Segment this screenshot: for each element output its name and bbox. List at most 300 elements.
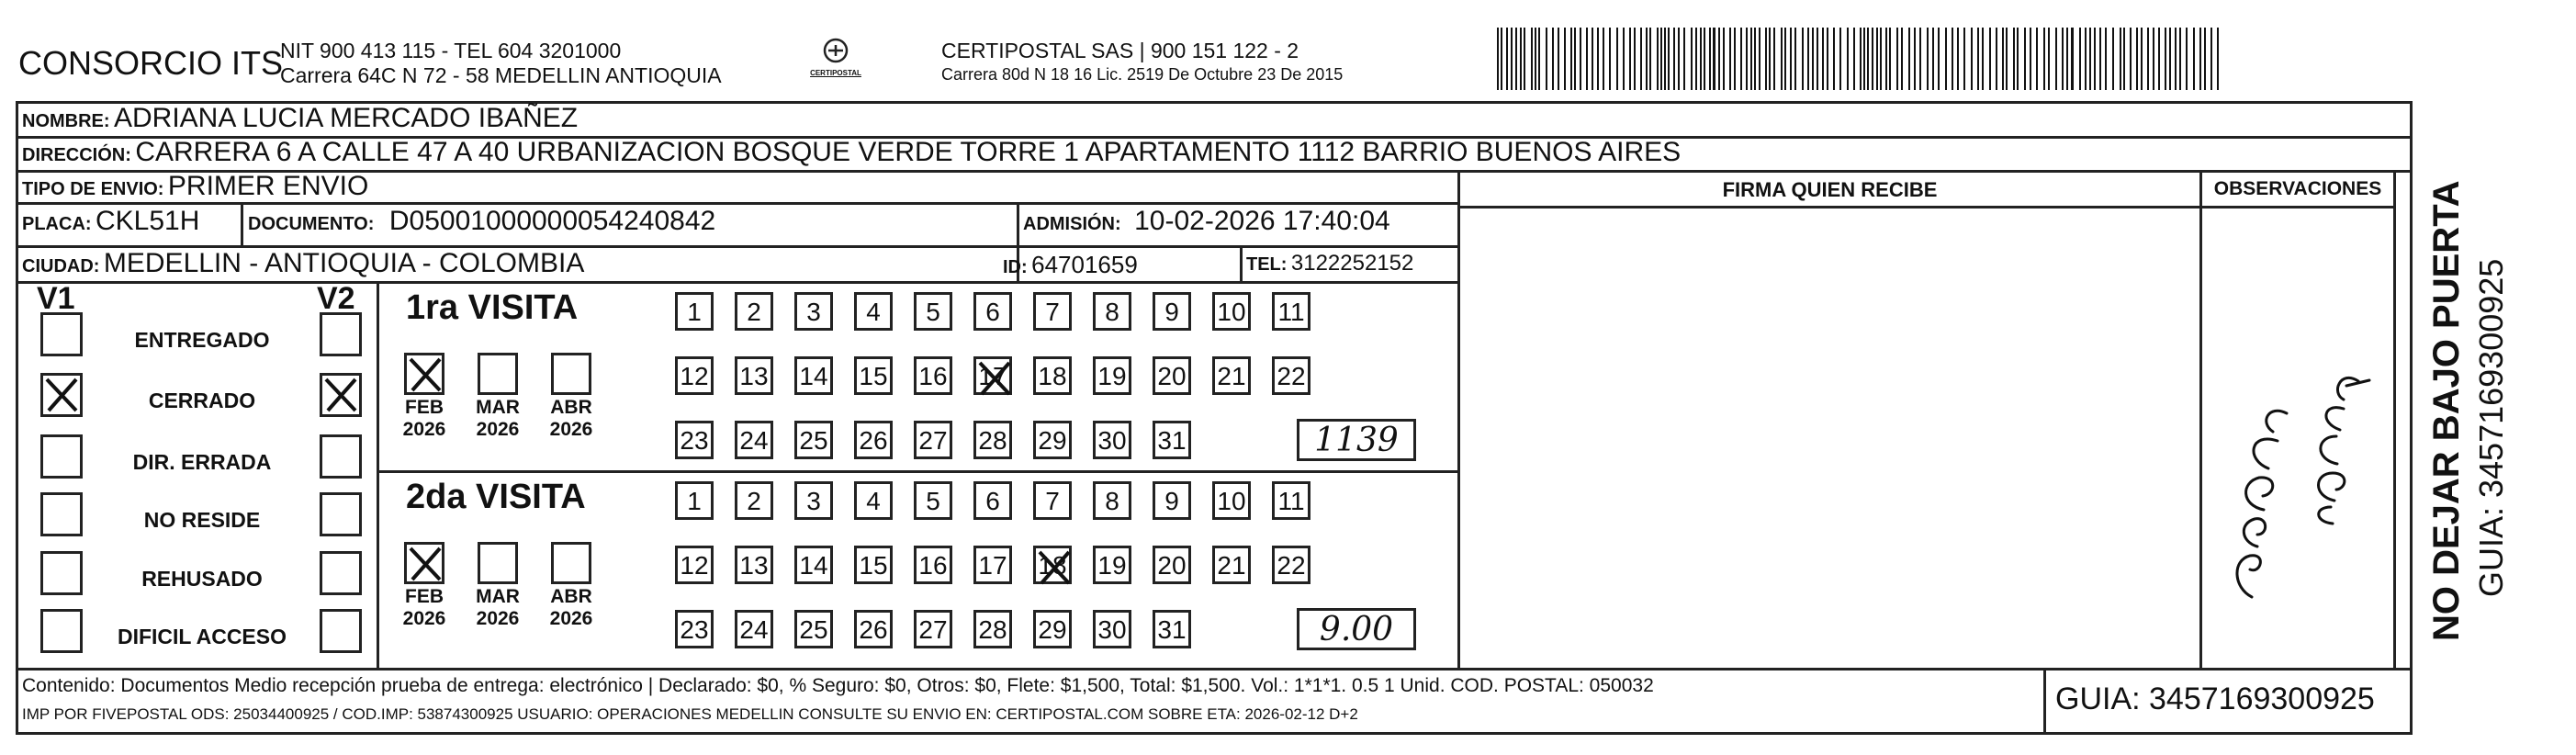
visit1-day-8[interactable] <box>1093 292 1131 331</box>
barcode-bar <box>1634 28 1636 90</box>
barcode-bar <box>1759 28 1760 90</box>
visit1-day-27[interactable] <box>914 421 952 459</box>
id-label: ID: <box>1003 257 1028 277</box>
barcode-bar <box>2055 28 2057 90</box>
visit1-day-number: 5 <box>926 298 940 326</box>
barcode-bar <box>1691 28 1693 90</box>
v1-checkbox-2[interactable] <box>40 373 83 417</box>
barcode-bar <box>2071 28 2074 90</box>
v1-checkbox-3[interactable] <box>40 434 83 479</box>
visit2-day-26[interactable] <box>854 610 893 648</box>
visit1-day-number: 30 <box>1097 426 1127 455</box>
visit1-day-number: 19 <box>1097 362 1127 390</box>
visit2-day-19[interactable] <box>1093 546 1131 584</box>
visit2-day-mark <box>1036 548 1073 587</box>
visit2-day-number: 30 <box>1097 615 1127 644</box>
barcode-bar <box>1709 28 1711 90</box>
barcode-bar <box>2141 28 2143 90</box>
v2-checkbox-6[interactable] <box>320 609 362 653</box>
visit2-day-14[interactable] <box>794 546 833 584</box>
visit2-day-number: 12 <box>680 551 709 580</box>
barcode-bar <box>1683 28 1685 90</box>
visit1-day-number: 27 <box>918 426 948 455</box>
visit2-day-number: 27 <box>918 615 948 644</box>
barcode-bar <box>1700 28 1702 90</box>
visit2-day-15[interactable] <box>854 546 893 584</box>
barcode-bar <box>2006 28 2008 90</box>
visit2-day-number: 11 <box>1277 487 1305 515</box>
barcode-bar <box>2158 28 2160 90</box>
barcode-bar <box>1640 28 1642 90</box>
v2-label: V2 <box>317 281 355 316</box>
visit1-day-24[interactable] <box>735 421 773 459</box>
visit2-month-checkbox-feb[interactable] <box>404 542 444 584</box>
visit1-day-number: 7 <box>1045 298 1060 326</box>
visit1-day-number: 3 <box>806 298 821 326</box>
visit1-day-number: 1 <box>687 298 702 326</box>
visit1-day-10[interactable] <box>1212 292 1251 331</box>
v1-checkbox-1[interactable] <box>40 312 83 356</box>
visit2-month-check-mark <box>407 545 444 583</box>
barcode-bar <box>1546 28 1547 90</box>
barcode-bar <box>1784 28 1786 90</box>
visit1-day-number: 2 <box>747 298 761 326</box>
visit1-day-3[interactable] <box>794 292 833 331</box>
visit1-day-number: 25 <box>799 426 828 455</box>
barcode-bar <box>2089 28 2091 90</box>
certipostal-logo <box>810 37 861 77</box>
id-value: 64701659 <box>1031 251 1138 278</box>
v2-checkbox-4[interactable] <box>320 492 362 536</box>
barcode-bar <box>1646 28 1648 90</box>
status-option-label: CERRADO <box>148 389 256 412</box>
barcode-bar <box>1664 28 1666 90</box>
barcode-bar <box>1704 28 1705 90</box>
visit2-day-number: 13 <box>739 551 769 580</box>
barcode-bar <box>1938 28 1940 90</box>
barcode-bar <box>1501 28 1502 90</box>
admision-value: 10-02-2026 17:40:04 <box>1134 206 1390 236</box>
visit2-handwritten-time[interactable]: 9.00 <box>1297 608 1416 650</box>
barcode-bar <box>1586 28 1588 90</box>
barcode-bar <box>1952 28 1953 90</box>
barcode-bar <box>1623 28 1625 90</box>
barcode-bar <box>1538 28 1540 90</box>
observaciones-header: OBSERVACIONES <box>2213 178 2382 199</box>
barcode-bar <box>1506 28 1508 90</box>
barcode-bar <box>1880 28 1882 90</box>
barcode-bar <box>1853 28 1855 90</box>
barcode-bar <box>2199 28 2201 90</box>
visit2-day-4[interactable] <box>854 481 893 520</box>
visit2-day-number: 31 <box>1157 615 1187 644</box>
barcode-bar <box>2017 28 2019 90</box>
visit1-day-18[interactable] <box>1033 356 1072 395</box>
barcode-bar <box>1524 28 1525 90</box>
visit1-day-29[interactable] <box>1033 421 1072 459</box>
ciudad-row <box>22 248 584 279</box>
direccion-row <box>22 137 1681 168</box>
status-option-label: DIFICIL ACCESO <box>117 625 287 648</box>
barcode-bar <box>1977 28 1979 90</box>
nombre-label: NOMBRE: <box>22 111 110 131</box>
visit2-month-checkbox-mar[interactable] <box>478 542 518 584</box>
visit2-day-28[interactable] <box>973 610 1012 648</box>
side-warning: NO DEJAR BAJO PUERTA <box>2426 180 2467 641</box>
barcode-bar <box>1812 28 1814 90</box>
tipo-label: TIPO DE ENVIO: <box>22 179 164 199</box>
visit1-day-2[interactable] <box>735 292 773 331</box>
visit1-month-check-mark <box>407 355 444 394</box>
barcode-bar <box>1629 28 1631 90</box>
nombre-row <box>22 103 578 134</box>
barcode-bar <box>1564 28 1566 90</box>
visit2-day-12[interactable] <box>675 546 714 584</box>
ciudad-value: MEDELLIN - ANTIOQUIA - COLOMBIA <box>103 248 585 278</box>
barcode-bar <box>2048 28 2050 90</box>
v1-check-mark <box>43 376 80 414</box>
barcode-bar <box>2112 28 2114 90</box>
signature-2 <box>2319 378 2370 524</box>
visit2-day-number: 19 <box>1097 551 1127 580</box>
visit1-day-number: 11 <box>1277 298 1305 326</box>
visit2-day-number: 9 <box>1164 487 1179 515</box>
visit1-day-number: 23 <box>680 426 709 455</box>
barcode-bar <box>2043 28 2045 90</box>
barcode-bar <box>1713 28 1715 90</box>
visit2-day-number: 7 <box>1045 487 1060 515</box>
visit1-month-checkbox-mar[interactable] <box>478 353 518 395</box>
v1-checkbox-4[interactable] <box>40 492 83 536</box>
direccion-label: DIRECCIÓN: <box>22 145 131 165</box>
visit2-day-29[interactable] <box>1033 610 1072 648</box>
visit2-day-number: 20 <box>1157 551 1187 580</box>
barcode-bar <box>1957 28 1959 90</box>
barcode-bar <box>1734 28 1736 90</box>
visit1-day-number: 22 <box>1277 362 1306 390</box>
barcode-bar <box>2147 28 2149 90</box>
visit1-day-26[interactable] <box>854 421 893 459</box>
barcode-bar <box>1723 28 1725 90</box>
visit2-day-number: 3 <box>806 487 821 515</box>
barcode-bar <box>2036 28 2038 90</box>
barcode-bar <box>1872 28 1873 90</box>
visit1-day-number: 4 <box>866 298 881 326</box>
visit2-day-7[interactable] <box>1033 481 1072 520</box>
barcode-bar <box>1552 28 1554 90</box>
visit2-day-20[interactable] <box>1153 546 1191 584</box>
footer-imp: IMP POR FIVEPOSTAL ODS: 25034400925 / COD.IMP: 53874300925 USUARIO: OPERACIONES MEDELLIN CONSULTE SU ENVIO EN: CERTIPOSTAL.COM SOBRE ETA: 2026-02-12 D+2 <box>22 705 1358 723</box>
barcode-bar <box>2169 28 2171 90</box>
visit1-day-4[interactable] <box>854 292 893 331</box>
visit2-day-13[interactable] <box>735 546 773 584</box>
barcode-bar <box>1657 28 1659 90</box>
visit1-month-checkbox-feb[interactable] <box>404 353 444 395</box>
barcode-bar <box>1574 28 1576 90</box>
barcode-bar <box>2204 28 2206 90</box>
v2-checkbox-1[interactable] <box>320 312 362 356</box>
visit1-day-number: 20 <box>1157 362 1187 390</box>
barcode-bar <box>2186 28 2188 90</box>
ciudad-label: CIUDAD: <box>22 256 100 276</box>
barcode-bar <box>1781 28 1783 90</box>
visit1-day-17[interactable] <box>973 356 1012 395</box>
barcode-bar <box>1515 28 1517 90</box>
barcode-bar <box>1901 28 1903 90</box>
visit1-day-6[interactable] <box>973 292 1012 331</box>
visit1-day-16[interactable] <box>914 356 952 395</box>
visit1-month-checkbox-abr[interactable] <box>551 353 591 395</box>
barcode-bar <box>1678 28 1680 90</box>
visit2-day-number: 16 <box>918 551 948 580</box>
visit1-day-13[interactable] <box>735 356 773 395</box>
barcode-bar <box>1932 28 1934 90</box>
tipo-value: PRIMER ENVIO <box>167 171 369 201</box>
company-name: CONSORCIO ITS <box>18 44 284 82</box>
footer-contenido: Contenido: Documentos Medio recepción prueba de entrega: electrónico | Declarado: $0, % Seguro: $0, Otros: $0, Flete: $1,500, Total: $1,500. Vol.: 1*1*1. 0.5 1 Unid. COD. POSTAL: 050032 <box>22 675 1654 696</box>
visit1-month-label: ABR 2026 <box>549 397 593 440</box>
visit1-day-7[interactable] <box>1033 292 1072 331</box>
visit1-title: 1ra VISITA <box>406 288 579 327</box>
v2-checkbox-3[interactable] <box>320 434 362 479</box>
visit2-day-number: 2 <box>747 487 761 515</box>
barcode-bar <box>1876 28 1878 90</box>
visit2-day-number: 15 <box>859 551 888 580</box>
visit1-day-number: 10 <box>1217 298 1246 326</box>
barcode-bar <box>1531 28 1533 90</box>
barcode-bar <box>1817 28 1818 90</box>
barcode-bar <box>2165 28 2166 90</box>
barcode-bar <box>1982 28 1984 90</box>
barcode-bar <box>1908 28 1910 90</box>
visit1-day-number: 29 <box>1038 426 1067 455</box>
tel-value: 3122252152 <box>1290 251 1414 276</box>
v1-label: V1 <box>37 281 75 316</box>
v2-checkbox-2[interactable] <box>320 373 362 417</box>
barcode-bar <box>1660 28 1662 90</box>
visit2-month-label: ABR 2026 <box>549 586 593 629</box>
barcode-bar <box>1863 28 1865 90</box>
barcode-bar <box>1802 28 1804 90</box>
barcode-bar <box>2120 28 2121 90</box>
documento-value: D05001000000054240842 <box>388 206 716 236</box>
barcode-bar <box>1580 28 1581 90</box>
visit2-day-8[interactable] <box>1093 481 1131 520</box>
visit1-day-number: 12 <box>680 362 709 390</box>
barcode-bar <box>1971 28 1973 90</box>
visit1-day-11[interactable] <box>1272 292 1310 331</box>
logo-text: CERTIPOSTAL <box>810 69 861 77</box>
barcode-bar <box>1927 28 1929 90</box>
visit2-day-30[interactable] <box>1093 610 1131 648</box>
barcode-bar <box>1511 28 1513 90</box>
nombre-value: ADRIANA LUCIA MERCADO IBAÑEZ <box>114 103 579 133</box>
visit2-day-6[interactable] <box>973 481 1012 520</box>
visit2-day-number: 10 <box>1217 487 1246 515</box>
visit1-day-25[interactable] <box>794 421 833 459</box>
visit2-day-3[interactable] <box>794 481 833 520</box>
barcode-bar <box>1794 28 1796 90</box>
visit2-day-number: 24 <box>739 615 769 644</box>
certipostal-line: CERTIPOSTAL SAS | 900 151 122 - 2 <box>941 39 1299 62</box>
barcode-bar <box>2179 28 2181 90</box>
barcode-bar <box>2094 28 2096 90</box>
visit1-day-5[interactable] <box>914 292 952 331</box>
id-row <box>1003 251 1138 279</box>
visit2-day-number: 23 <box>680 615 709 644</box>
visit1-day-number: 6 <box>985 298 1000 326</box>
visit1-day-20[interactable] <box>1153 356 1191 395</box>
barcode-bar <box>2130 28 2132 90</box>
barcode-bar <box>1597 28 1599 90</box>
barcode-bar <box>1790 28 1792 90</box>
visit2-day-number: 26 <box>859 615 888 644</box>
barcode-bar <box>1729 28 1731 90</box>
barcode-bar <box>1769 28 1771 90</box>
barcode-bar <box>2030 28 2031 90</box>
barcode-bar <box>1570 28 1572 90</box>
status-option-label: ENTREGADO <box>134 328 270 352</box>
barcode-bar <box>2175 28 2177 90</box>
visit1-day-12[interactable] <box>675 356 714 395</box>
barcode-bar <box>1592 28 1593 90</box>
firma-header: FIRMA QUIEN RECIBE <box>1722 178 1938 201</box>
visit2-day-number: 8 <box>1105 487 1119 515</box>
visit1-handwritten-time[interactable]: 1139 <box>1297 419 1416 461</box>
barcode-bar <box>1867 28 1869 90</box>
barcode-bar <box>1750 28 1752 90</box>
admision-label: ADMISIÓN: <box>1023 214 1121 234</box>
visit2-day-17[interactable] <box>973 546 1012 584</box>
barcode-bar <box>2105 28 2107 90</box>
barcode-bar <box>1520 28 1522 90</box>
visit1-day-21[interactable] <box>1212 356 1251 395</box>
visit2-month-label: FEB 2026 <box>402 586 446 629</box>
visit2-day-number: 5 <box>926 487 940 515</box>
barcode-bar <box>1746 28 1748 90</box>
barcode-bar <box>1847 28 1849 90</box>
visit1-day-14[interactable] <box>794 356 833 395</box>
footer-guia: GUIA: 3457169300925 <box>2055 682 2375 716</box>
barcode-bar <box>2085 28 2087 90</box>
barcode-bar <box>2136 28 2138 90</box>
visit2-day-22[interactable] <box>1272 546 1310 584</box>
company-address: Carrera 64C N 72 - 58 MEDELLIN ANTIOQUIA <box>280 63 722 87</box>
nit-line: NIT 900 413 115 - TEL 604 3201000 <box>280 39 622 62</box>
visit1-day-number: 13 <box>739 362 769 390</box>
visit1-day-19[interactable] <box>1093 356 1131 395</box>
visit1-month-label: FEB 2026 <box>402 397 446 440</box>
visit2-day-16[interactable] <box>914 546 952 584</box>
barcode-bar <box>2210 28 2212 90</box>
visit2-day-5[interactable] <box>914 481 952 520</box>
barcode-bar <box>1668 28 1670 90</box>
visit2-day-number: 6 <box>985 487 1000 515</box>
tipo-row <box>22 171 368 202</box>
signature-1 <box>2237 411 2287 597</box>
barcode-bar <box>1963 28 1965 90</box>
visit2-day-21[interactable] <box>1212 546 1251 584</box>
visit2-day-24[interactable] <box>735 610 773 648</box>
visit2-day-number: 29 <box>1038 615 1067 644</box>
visit2-title: 2da VISITA <box>406 478 586 516</box>
visit1-day-23[interactable] <box>675 421 714 459</box>
visit1-day-22[interactable] <box>1272 356 1310 395</box>
visit2-day-number: 4 <box>866 487 881 515</box>
v2-checkbox-5[interactable] <box>320 551 362 595</box>
visit2-day-27[interactable] <box>914 610 952 648</box>
visit2-day-number: 14 <box>799 551 828 580</box>
barcode-bar <box>1919 28 1921 90</box>
v1-checkbox-5[interactable] <box>40 551 83 595</box>
visit2-day-9[interactable] <box>1153 481 1191 520</box>
visit2-day-23[interactable] <box>675 610 714 648</box>
placa-value: CKL51H <box>96 206 200 236</box>
direccion-value: CARRERA 6 A CALLE 47 A 40 URBANIZACION BOSQUE VERDE TORRE 1 APARTAMENTO 1112 BARRIO BUENOS AIRES <box>135 137 1682 167</box>
barcode-bar <box>1889 28 1891 90</box>
barcode-bar <box>2062 28 2064 90</box>
visit2-day-1[interactable] <box>675 481 714 520</box>
barcode-bar <box>1996 28 1997 90</box>
visit2-day-31[interactable] <box>1153 610 1191 648</box>
visit1-day-number: 24 <box>739 426 769 455</box>
visit1-day-30[interactable] <box>1093 421 1131 459</box>
tel-row <box>1246 251 1413 276</box>
barcode-bar <box>1616 28 1618 90</box>
visit1-day-31[interactable] <box>1153 421 1191 459</box>
visit1-day-28[interactable] <box>973 421 1012 459</box>
visit2-day-18[interactable] <box>1033 546 1072 584</box>
barcode-bar <box>1945 28 1947 90</box>
visit2-day-number: 18 <box>1038 551 1067 580</box>
visit1-day-15[interactable] <box>854 356 893 395</box>
v1-checkbox-6[interactable] <box>40 609 83 653</box>
visit2-day-11[interactable] <box>1272 481 1310 520</box>
barcode-bar <box>2066 28 2068 90</box>
visit2-day-2[interactable] <box>735 481 773 520</box>
admision-row <box>1023 206 1390 237</box>
side-guia: GUIA: 3457169300925 <box>2472 258 2510 597</box>
visit1-day-mark <box>976 359 1013 398</box>
status-option-label: NO RESIDE <box>143 508 261 532</box>
visit1-day-number: 8 <box>1105 298 1119 326</box>
visit1-day-number: 15 <box>859 362 888 390</box>
visit1-day-9[interactable] <box>1153 292 1191 331</box>
tel-label: TEL: <box>1246 254 1288 275</box>
visit2-month-checkbox-abr[interactable] <box>551 542 591 584</box>
barcode-bar <box>2153 28 2154 90</box>
visit1-day-number: 16 <box>918 362 948 390</box>
barcode-bar <box>1822 28 1824 90</box>
visit2-day-25[interactable] <box>794 610 833 648</box>
barcode-bar <box>2079 28 2081 90</box>
barcode-bar <box>1989 28 1991 90</box>
documento-label: DOCUMENTO: <box>248 214 375 234</box>
barcode-bar <box>1673 28 1675 90</box>
visit1-day-number: 18 <box>1038 362 1067 390</box>
barcode-bar <box>1773 28 1775 90</box>
documento-row <box>248 206 715 237</box>
barcode-bar <box>1885 28 1887 90</box>
status-option-label: DIR. ERRADA <box>132 450 272 474</box>
placa-label: PLACA: <box>22 214 92 234</box>
visit2-day-10[interactable] <box>1212 481 1251 520</box>
visit2-day-number: 22 <box>1277 551 1306 580</box>
visit1-day-1[interactable] <box>675 292 714 331</box>
barcode-bar <box>1535 28 1536 90</box>
barcode-bar <box>1603 28 1604 90</box>
visit2-day-number: 25 <box>799 615 828 644</box>
